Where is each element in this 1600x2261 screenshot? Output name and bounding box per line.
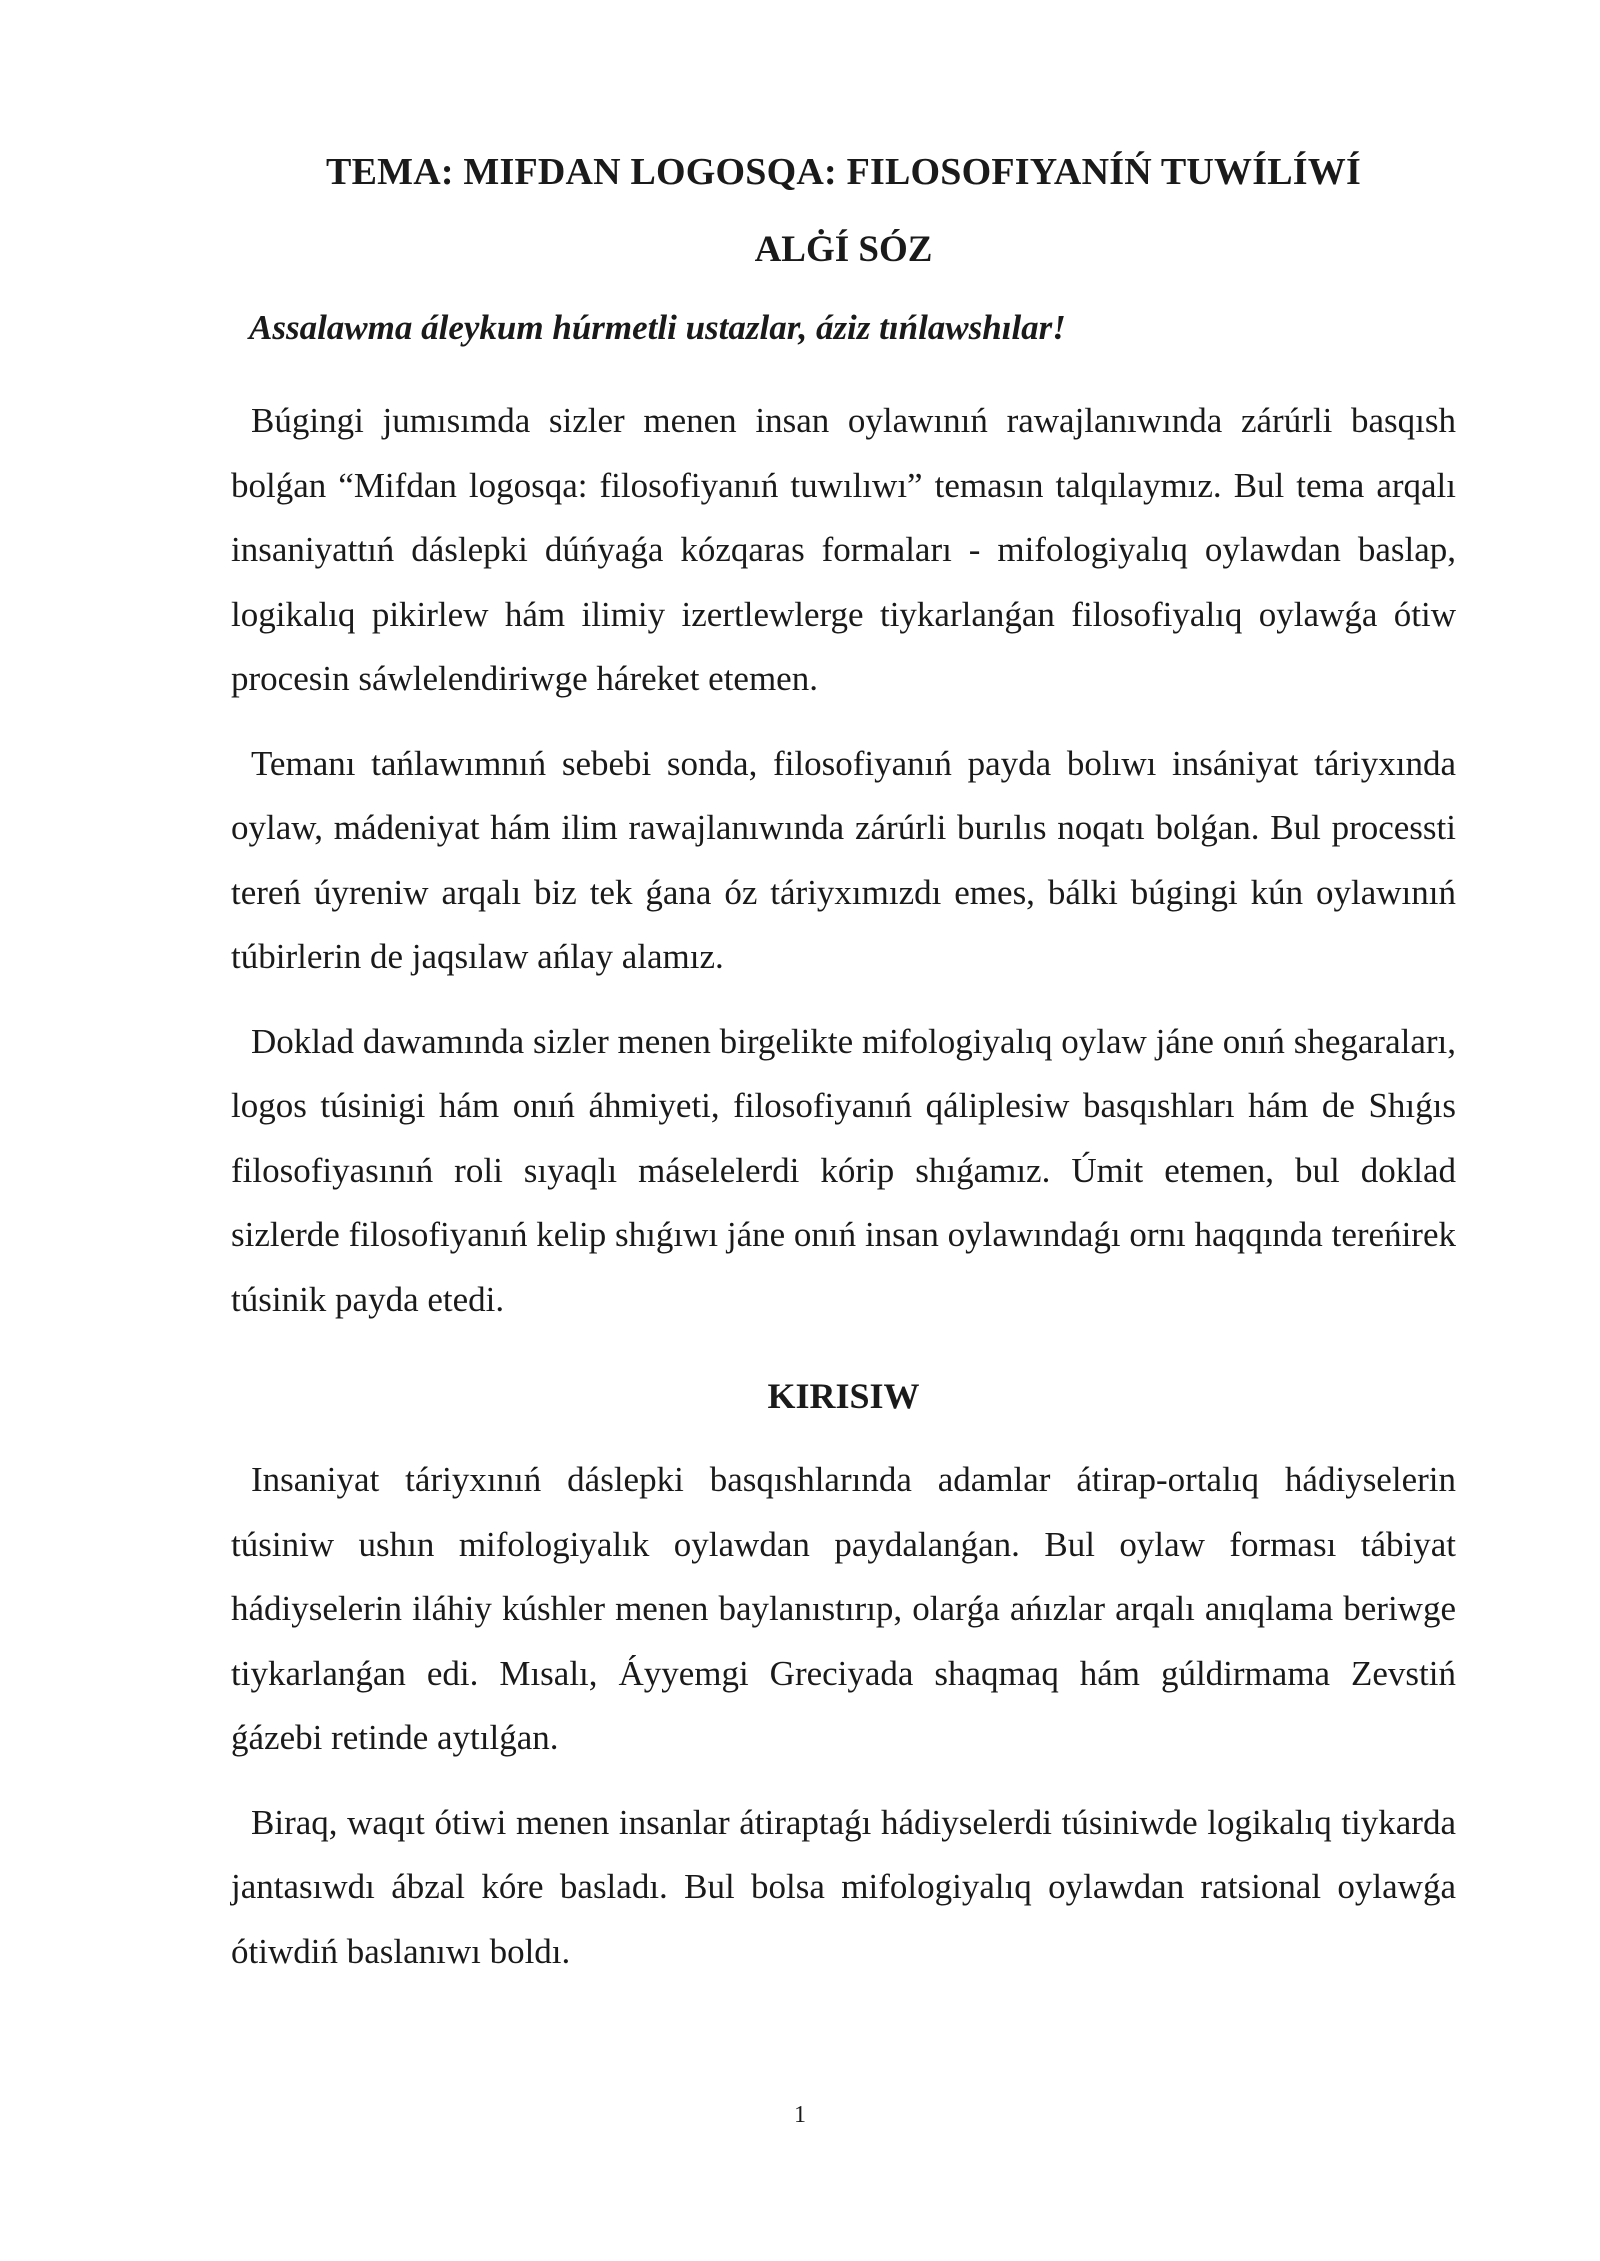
section-heading-kirisiw: KIRISIW — [767, 1376, 920, 1416]
section-paragraph-1: Insaniyat táriyxınıń dáslepki basqıshlarında adamlar átirap-ortalıq hádiyselerin túsiniw ushın mifologiyalık oylawdan paydalanǵan. Bul oylaw forması tábiyat hádiyselerin iláhiy kúshler menen baylanıstırıp, olarǵa ańızlar arqalı anıqlama beriwge tiykarlanǵan edi. Mısalı, Áyyemgi Greciyada shaqmaq hám gúldirmama Zevstiń ǵázebi retinde aytılǵan. — [231, 1460, 1456, 1757]
greeting-line: Assalawma áleykum húrmetli ustazlar, áziz tıńlawshılar! — [249, 308, 1066, 347]
page-number: 1 — [794, 2102, 806, 2128]
intro-paragraph-2: Temanı tańlawımnıń sebebi sonda, filosofiyanıń payda bolıwı insániyat táriyxında oylaw, mádeniyat hám ilim rawajlanıwında zárúrli burılıs noqatı bolǵan. Bul processti tereń úyreniw arqalı biz tek ǵana óz táriyxımızdı emes, bálki búgingi kún oylawınıń túbirlerin de jaqsılaw ańlay alamız. — [231, 743, 1456, 976]
document-title: TEMA: MIFDAN LOGOSQA: FILOSOFIYANÍŃ TUWÍLÍWÍ — [326, 151, 1361, 193]
intro-heading: ALĠÍ SÓZ — [754, 229, 933, 270]
intro-paragraph-1: Búgingi jumısımda sizler menen insan oylawınıń rawajlanıwında zárúrli basqısh bolǵan “Mifdan logosqa: filosofiyanıń tuwılıwı” temasın talqılaymız. Bul tema arqalı insaniyattıń dáslepki dúńyaǵa kózqaras formaları - mifologiyalıq oylawdan baslap, logikalıq pikirlew hám ilimiy izertlewlerge tiykarlanǵan filosofiyalıq oylawǵa ótiw procesin sáwlelendiriwge háreket etemen. — [231, 401, 1456, 698]
intro-paragraph-3: Doklad dawamında sizler menen birgelikte mifologiyalıq oylaw jáne onıń shegaraları, logos túsinigi hám onıń áhmiyeti, filosofiyanıń qáliplesiw basqıshları hám de Shıǵıs filosofiyasınıń roli sıyaqlı máselelerdi kórip shıǵamız. Úmit etemen, bul doklad sizlerde filosofiyanıń kelip shıǵıwı jáne onıń insan oylawındaǵı ornı haqqında tereńirek túsinik payda etedi. — [231, 1021, 1456, 1319]
page-content — [231, 148, 1456, 2004]
section-paragraph-2: Biraq, waqıt ótiwi menen insanlar átiraptaǵı hádiyselerdi túsiniwde logikalıq tiykarda jantasıwdı ábzal kóre basladı. Bul bolsa mifologiyalıq oylawdan ratsional oylawǵa ótiwdiń baslanıwı boldı. — [231, 1802, 1456, 1971]
